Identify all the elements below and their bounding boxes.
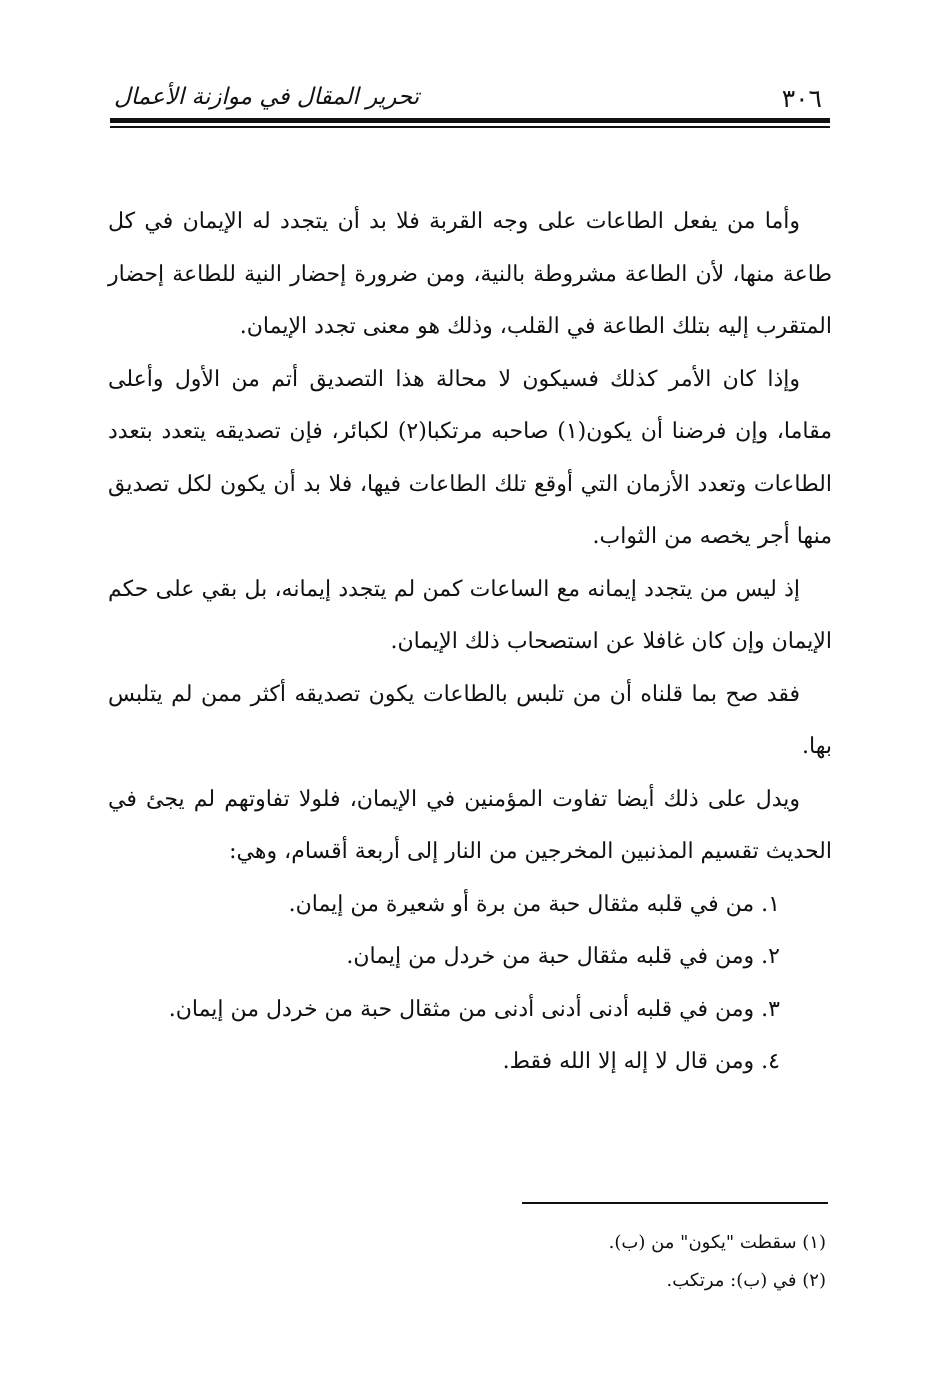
header-rule-thick [110, 118, 830, 123]
categories-list [108, 879, 832, 1089]
list-item: ٢. ومن في قلبه مثقال حبة من خردل من إيمان. [346, 944, 780, 969]
footnote-1: (١) سقطت "يكون" من (ب). [608, 1232, 826, 1253]
list-item: ٣. ومن في قلبه أدنى أدنى أدنى من مثقال حبة من خردل من إيمان. [168, 996, 780, 1022]
running-title: تحرير المقال في موازنة الأعمال [114, 84, 420, 110]
paragraph-4: فقد صح بما قلناه أن من تلبس بالطاعات يكون تصديقه أكثر ممن لم يتلبس بها. [108, 681, 832, 759]
paragraph-1: وأما من يفعل الطاعات على وجه القربة فلا بد أن يتجدد له الإيمان في كل طاعة منها، لأن الطاعة مشروطة بالنية، ومن ضرورة إحضار النية للطاعة إحضار المتقرب إليه بتلك الطاعة في القلب، وذلك هو معنى تجدد الإيمان. [108, 209, 832, 339]
paragraph-5: ويدل على ذلك أيضا تفاوت المؤمنين في الإيمان، فلولا تفاوتهم لم يجئ في الحديث تقسيم المذنبين المخرجين من النار إلى أربعة أقسام، وهي: [108, 786, 832, 864]
page-number: ٣٠٦ [781, 84, 822, 113]
page-header [110, 78, 830, 118]
footnote-2: (٢) في (ب): مرتكب. [666, 1270, 826, 1291]
paragraph-2: وإذا كان الأمر كذلك فسيكون لا محالة هذا التصديق أتم من الأول وأعلى مقاما، وإن فرضنا أن يكون(١) صاحبه مرتكبا(٢) لكبائر، فإن تصديقه يتعدد بتعدد الطاعات وتعدد الأزمان التي أوقع تلك الطاعات فيها، فلا بد أن يكون لكل تصديق منها أجر يخصه من الثواب. [108, 366, 832, 549]
paragraph-3: إذ ليس من يتجدد إيمانه مع الساعات كمن لم يتجدد إيمانه، بل بقي على حكم الإيمان وإن كان غافلا عن استصحاب ذلك الإيمان. [108, 576, 832, 654]
footnotes [360, 1224, 826, 1300]
header-rule-thin [110, 126, 830, 128]
footnote-separator [522, 1202, 828, 1204]
list-item: ١. من في قلبه مثقال حبة من برة أو شعيرة من إيمان. [288, 891, 780, 917]
body-text [108, 196, 832, 1089]
list-item: ٤. ومن قال لا إله إلا الله فقط. [502, 1049, 780, 1074]
